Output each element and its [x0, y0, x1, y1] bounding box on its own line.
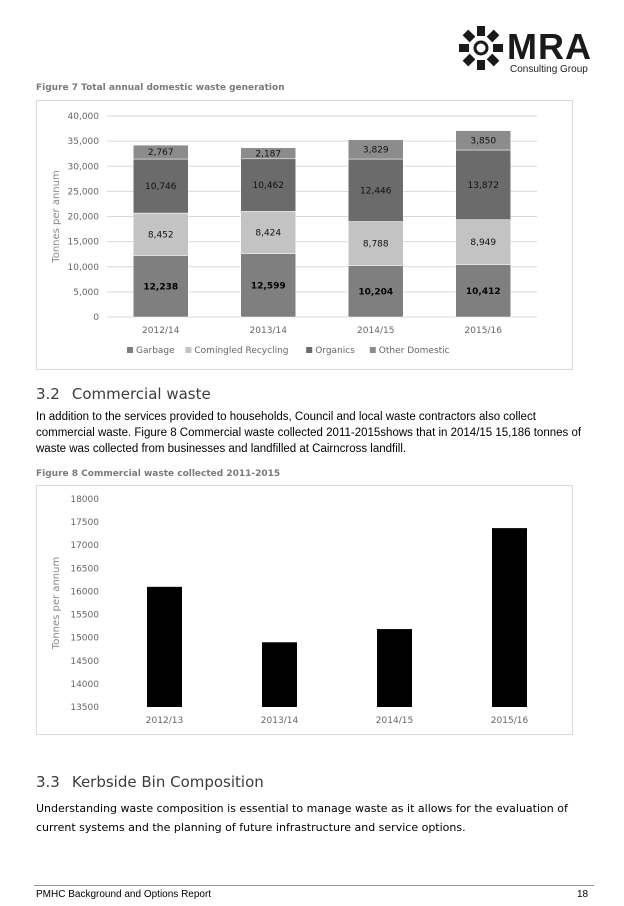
- y-tick-label: 14500: [70, 656, 99, 667]
- data-label: 10,412: [465, 286, 501, 297]
- data-label: 12,446: [360, 186, 392, 197]
- legend-entry: Other Domestic: [378, 346, 450, 356]
- y-tick-label: 40,000: [67, 112, 99, 122]
- y-tick-label: 20,000: [67, 212, 99, 223]
- figure-7-chart-frame: [36, 100, 573, 370]
- figure-8-caption: Figure 8 Commercial waste collected 2011-2015: [36, 469, 281, 479]
- footer-report-title: PMHC Background and Options Report: [36, 889, 212, 900]
- x-tick-label: 2012/14: [142, 326, 180, 336]
- y-tick-label: 35,000: [67, 137, 99, 148]
- data-label: 2,767: [147, 148, 174, 159]
- y-axis-label: Tonnes per annum: [51, 170, 62, 263]
- section-3-3-number: 3.3: [36, 773, 60, 791]
- y-tick-label: 15000: [70, 633, 99, 644]
- x-tick-label: 2012/13: [145, 716, 184, 726]
- data-label: 8,949: [470, 238, 497, 249]
- y-tick-label: 18000: [70, 495, 99, 505]
- y-tick-label: 25,000: [67, 187, 99, 198]
- data-label: 2,187: [255, 149, 282, 160]
- data-label: 3,850: [470, 136, 497, 147]
- y-tick-label: 17500: [70, 518, 99, 529]
- bar: [377, 629, 412, 707]
- logo-subtitle: Consulting Group: [510, 64, 588, 75]
- data-label: 12,238: [143, 282, 179, 293]
- bar: [262, 642, 297, 707]
- data-label: 12,599: [250, 281, 286, 292]
- y-tick-label: 5,000: [73, 287, 99, 298]
- y-axis-label: Tonnes per annum: [51, 556, 62, 650]
- section-3-2-body: In addition to the services provided to households, Council and local waste contractors also collect commercial waste. Figure 8 Commercial waste collected 2011-2015shows that in 2014/15 15,186 tonnes of waste was collected from businesses and landfilled at Cairncross landfill.: [36, 411, 582, 455]
- data-label: 8,424: [255, 228, 282, 239]
- section-3-3-title: Kerbside Bin Composition: [71, 773, 264, 791]
- legend-entry: Garbage: [136, 346, 175, 356]
- bar: [492, 528, 527, 707]
- y-tick-label: 0: [93, 313, 99, 323]
- x-tick-label: 2015/16: [490, 716, 529, 726]
- section-3-2-title: Commercial waste: [71, 385, 211, 403]
- figure-7-caption: Figure 7 Total annual domestic waste generation: [36, 83, 285, 93]
- footer-divider: [34, 885, 594, 886]
- x-tick-label: 2014/15: [375, 716, 414, 726]
- legend-swatch: [306, 347, 312, 353]
- section-3-3-body: Understanding waste composition is essential to manage waste as it allows for the evaluation of current systems and the planning of future infrastructure and service options.: [36, 802, 568, 834]
- x-tick-label: 2015/16: [464, 326, 502, 336]
- figure-7-chart: [37, 101, 572, 369]
- data-label: 3,829: [362, 145, 389, 156]
- section-3-2-heading: [36, 385, 211, 403]
- y-tick-label: 30,000: [67, 162, 99, 173]
- legend-entry: Organics: [315, 346, 355, 356]
- y-tick-label: 15,000: [67, 237, 99, 248]
- mra-logo: [455, 22, 595, 82]
- y-tick-label: 15500: [70, 610, 99, 621]
- legend-swatch: [370, 347, 376, 353]
- data-label: 10,462: [252, 181, 284, 192]
- mra-logo-mark-icon: [457, 24, 505, 72]
- legend-entry: Comingled Recycling: [194, 346, 289, 356]
- legend-swatch: [185, 347, 191, 353]
- data-label: 10,746: [145, 182, 177, 193]
- x-tick-label: 2013/14: [249, 326, 287, 336]
- x-tick-label: 2014/15: [357, 326, 395, 336]
- footer-page-number: 18: [577, 889, 589, 900]
- data-label: 8,788: [362, 239, 389, 250]
- section-3-2-number: 3.2: [36, 385, 60, 403]
- y-tick-label: 16000: [70, 587, 99, 598]
- y-tick-label: 14000: [70, 679, 99, 690]
- y-tick-label: 13500: [70, 703, 99, 713]
- figure-8-chart: [37, 486, 572, 734]
- bar: [147, 587, 182, 707]
- section-3-3-heading: [36, 773, 264, 791]
- logo-name: MRA: [507, 26, 592, 67]
- figure-8-chart-frame: [36, 485, 573, 735]
- legend-swatch: [127, 347, 133, 353]
- data-label: 10,204: [358, 287, 394, 298]
- y-tick-label: 17000: [70, 541, 99, 552]
- data-label: 13,872: [467, 180, 499, 191]
- data-label: 8,452: [147, 230, 174, 241]
- y-tick-label: 16500: [70, 564, 99, 575]
- x-tick-label: 2013/14: [260, 716, 299, 726]
- y-tick-label: 10,000: [67, 262, 99, 273]
